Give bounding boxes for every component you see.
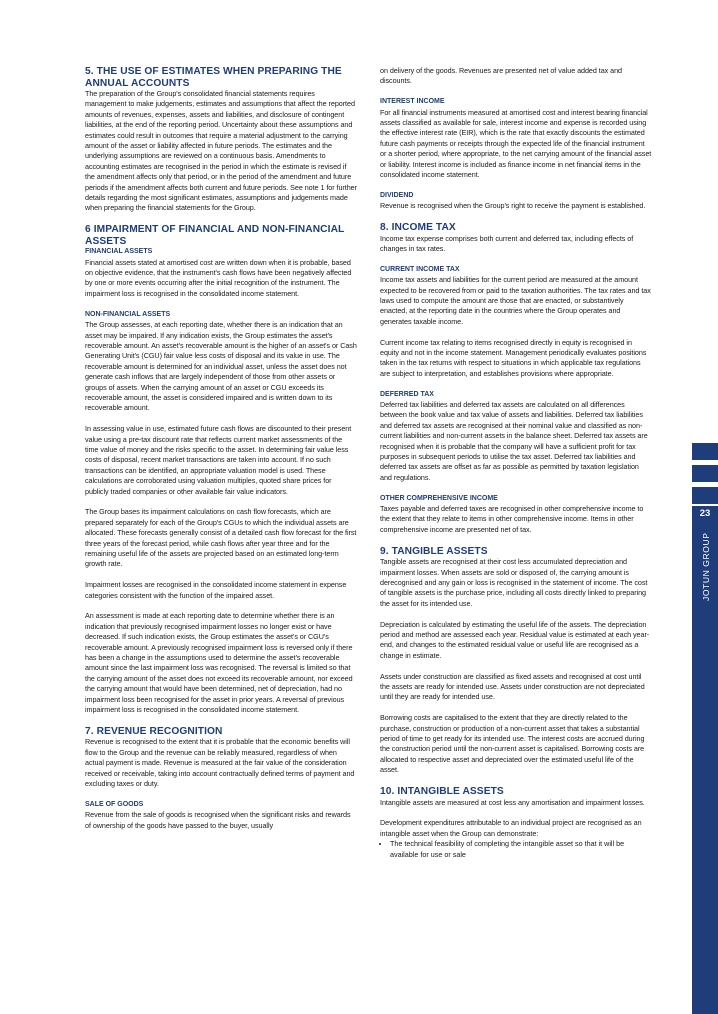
spacer xyxy=(85,715,357,725)
spacer xyxy=(380,212,652,222)
spacer xyxy=(85,299,357,309)
spacer xyxy=(85,570,357,580)
spacer xyxy=(380,661,652,671)
subsection-heading: FINANCIAL ASSETS xyxy=(85,248,153,256)
left-column xyxy=(85,66,357,831)
subsection-heading: NON-FINANCIAL ASSETS xyxy=(85,310,171,318)
right-column xyxy=(380,66,652,860)
subsection-heading: SALE OF GOODS xyxy=(85,800,144,808)
paragraph: Financial assets stated at amortised cost are written down when it is probable, based on objective evidence, that the instrument's cash flows have been negatively affected by one or more events occurring after the initial recognition of the instrument. The impairment loss is recognised in the consolidated income statement. xyxy=(85,257,352,298)
spacer xyxy=(85,414,357,424)
page-number: 23 xyxy=(699,508,711,519)
section-heading: 10. INTANGIBLE ASSETS xyxy=(380,786,504,798)
paragraph: Intangible assets are measured at cost less any amortisation and impairment losses. xyxy=(380,797,645,807)
subsection-heading: CURRENT INCOME TAX xyxy=(380,265,460,273)
side-tab-block xyxy=(692,465,718,482)
paragraph: For all financial instruments measured at amortised cost and interest bearing financial assets classified as available for sale, interest income and expense is recorded using the effective interest rate (EIR), which is the rate that exactly discounts the estimated future cash payments or receipts through the expected life of the financial instrument or a shorter period, where appropriate, to the net carrying amount of the financial asset or liability. Interest income is included as finance income in net financial items in the consolidated income statement. xyxy=(380,107,652,180)
subsection-heading: DEFERRED TAX xyxy=(380,390,434,398)
side-tab-block xyxy=(692,443,718,460)
section-heading: 9. TANGIBLE ASSETS xyxy=(380,545,488,557)
spacer xyxy=(380,703,652,713)
paragraph: Income tax assets and liabilities for the current period are measured at the amount expected to be recovered from or paid to the taxation authorities. The tax rates and tax laws used to compute the amount are those that are enacted, or substantively enacted, at the reporting date in the countries where the Group operates and generates taxable income. xyxy=(380,275,651,326)
paragraph: Borrowing costs are capitalised to the extent that they are directly related to the purchase, construction or production of a non-current asset that takes a substantial period of time to get ready for its intended use. The interest costs are accrued during the construction period until the non-current asset is capitalised. Borrowing costs are allocated to respective asset and depreciated over the estimated useful life of the asset. xyxy=(380,713,645,775)
spacer xyxy=(380,87,652,97)
paragraph: Taxes payable and deferred taxes are recognised in other comprehensive income to the extent that they relate to items in other comprehensive income. Items in other comprehensive income are presented net of tax. xyxy=(380,504,644,534)
spacer xyxy=(380,609,652,619)
spacer xyxy=(380,254,652,264)
spacer xyxy=(85,214,357,224)
section-heading: 6 IMPAIRMENT OF FINANCIAL AND NON-FINANCIAL ASSETS xyxy=(85,224,345,247)
paragraph: Revenue is recognised when the Group's right to receive the payment is established. xyxy=(380,201,646,211)
paragraph: Tangible assets are recognised at their cost less accumulated depreciation and impairment losses. When assets are sold or disposed of, the carrying amount is derecognised and any gain or loss is recognised in the statement of income. The cost of tangible assets is the purchase price, including all costs directly linked to preparing the asset for its intended use. xyxy=(380,557,648,608)
paragraph: An assessment is made at each reporting date to determine whether there is an indication that previously recognised impairment losses no longer exist or have decreased. If such indication exists, the Group estimates the asset's or CGU's recoverable amount. A previously recognised impairment loss is reversed only if there has been a change in the assumptions used to determine the asset's recoverable amount since the last impairment loss was recognised. The reversal is limited so that the carrying amount of the asset does not exceed its recoverable amount, nor exceed the carrying amount that would have been determined, net of depreciation, had no impairment loss been recognised for the asset in prior years. A reversal of previous impairment loss is recognised in the consolidated income statement. xyxy=(85,611,353,715)
brand-label: JOTUN GROUP xyxy=(701,532,711,602)
paragraph: Development expenditures attributable to an individual project are recognised as an intangible asset when the Group can demonstrate: xyxy=(380,818,642,838)
section-heading: 5. THE USE OF ESTIMATES WHEN PREPARING THE ANNUAL ACCOUNTS xyxy=(85,66,342,89)
paragraph: Revenue is recognised to the extent that it is probable that the economic benefits will flow to the Group and the revenue can be reliably measured, regardless of when actual payment is made. Revenue is measured at the fair value of the consideration received or receivable, taking into account contractually defined terms of payment and excluding taxes or duty. xyxy=(85,737,355,788)
paragraph: The Group bases its impairment calculations on cash flow forecasts, which are prepared separately for each of the Group's CGUs to which the individual assets are allocated. These forecasts generally consist of a detailed cash flow forecast for the first three years of the forecast period, while cash flows after year three and for the remaining useful life of the assets are projected based on an estimated long-term growth rate. xyxy=(85,507,357,569)
paragraph: The Group assesses, at each reporting date, whether there is an indication that an asset may be impaired. If any indication exists, the Group estimates the asset's recoverable amount. An asset's recoverable amount is the higher of an asset's or Cash Generating Unit's (CGU) fair value less costs of disposal and its value in use. The recoverable amount is determined for an individual asset, unless the asset does not generate cash inflows that are largely independent of those from other assets or groups of assets. When the carrying amount of an asset or CGU exceeds its recoverable amount, the asset is considered impaired and is written down to its recoverable amount. xyxy=(85,320,357,413)
paragraph: Depreciation is calculated by estimating the useful life of the assets. The depreciation period and method are assessed each year. Residual value is estimated at each year-end, and changes to the estimated residual value or useful life are recognised as a change in estimate. xyxy=(380,619,650,660)
spacer xyxy=(85,789,357,799)
paragraph: Current income tax relating to items recognised directly in equity is recognised in equity and not in the income statement. Management periodically evaluates positions taken in the tax returns with respect to situations in which applicable tax regulations are subject to interpretation, and establishes provisions where appropriate. xyxy=(380,337,647,378)
spacer xyxy=(380,180,652,190)
section-heading: 7. REVENUE RECOGNITION xyxy=(85,725,223,737)
section-heading: 8. INCOME TAX xyxy=(380,222,456,234)
bullet-item: • The technical feasibility of completing the intangible asset so that it will be available for use or sale xyxy=(390,839,652,860)
subsection-heading: INTEREST INCOME xyxy=(380,98,445,106)
spacer xyxy=(85,601,357,611)
paragraph: Income tax expense comprises both current and deferred tax, including effects of changes in tax rates. xyxy=(380,233,634,253)
paragraph: In assessing value in use, estimated future cash flows are discounted to their present value using a pre-tax discount rate that reflects current market assessments of the time value of money and the risks specific to the asset. In determining fair value less costs of disposal, recent market transactions are taken into account. If no such transactions can be identified, an appropriate valuation model is used. These calculations are corroborated using valuation multiples, quoted share prices for publicly traded companies or other available fair value indicators. xyxy=(85,424,352,496)
spacer xyxy=(380,776,652,786)
spacer xyxy=(380,808,652,818)
bullet-list xyxy=(380,839,652,860)
spacer xyxy=(380,379,652,389)
spacer xyxy=(380,483,652,493)
paragraph: Revenue from the sale of goods is recognised when the significant risks and rewards of ownership of the goods have passed to the buyer, usually xyxy=(85,810,351,830)
paragraph: on delivery of the goods. Revenues are presented net of value added tax and discounts. xyxy=(380,66,622,86)
subsection-heading: DIVIDEND xyxy=(380,191,414,199)
paragraph: Assets under construction are classified as fixed assets and recognised at cost until the assets are ready for intended use. Assets under construction are not depreciated until they are ready for intended use. xyxy=(380,671,645,702)
paragraph: Impairment losses are recognised in the consolidated income statement in expense categories consistent with the function of the impaired asset. xyxy=(85,580,347,600)
spacer xyxy=(380,535,652,545)
subsection-heading: OTHER COMPREHENSIVE INCOME xyxy=(380,494,498,502)
spacer xyxy=(85,497,357,507)
side-tab-block xyxy=(692,487,718,504)
paragraph: Deferred tax liabilities and deferred tax assets are calculated on all differences between the book value and tax value of assets and liabilities. Deferred tax liabilities and deferred tax assets are recognised at their nominal value and classified as non-current liabilities and non-current assets in the balance sheet. Deferred tax assets are recognised when it is probable that the company will have a sufficient profit for tax purposes in subsequent periods to utilise the tax asset. Deferred tax liabilities and deferred tax assets are offset as far as possible as permitted by taxation legislation and regulations. xyxy=(380,400,648,482)
spacer xyxy=(380,327,652,337)
paragraph: The preparation of the Group's consolidated financial statements requires management to make judgements, estimates and assumptions that affect the reported amounts of revenues, expenses, assets and liabilities, and disclosure of contingent liabilities, at the end of the reporting period. Uncertainty about these assumptions and estimates could result in outcomes that require a material adjustment to the carrying amount of the asset or liability affected in future periods. The estimates and the underlying assumptions are reviewed on a continuous basis. Amendments to accounting estimates are recognised in the period in which the estimate is revised if the amendment affects only that period, or in the period of the amendment and future periods if the amendment affects both current and future periods. See note 1 for further details regarding the most significant estimates, assumptions and judgements made when preparing the financial statements for the Group. xyxy=(85,89,357,213)
